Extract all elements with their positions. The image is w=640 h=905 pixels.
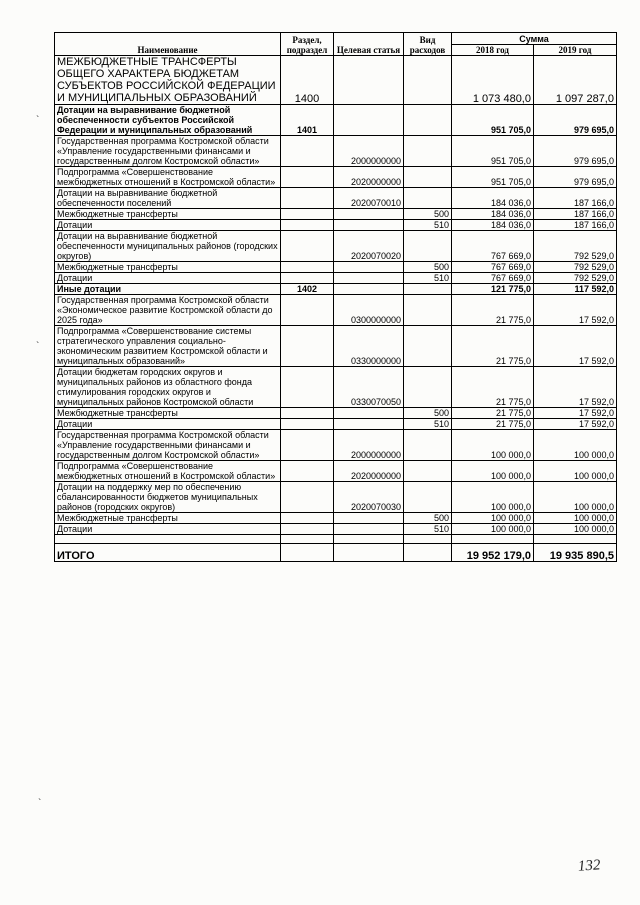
table-row (55, 524, 617, 535)
table-row (55, 513, 617, 524)
cell-name: Государственная программа Костромской области «Управление государственными финансами и государственным долгом Костромской области» (55, 430, 281, 461)
cell-target: 0330000000 (334, 326, 404, 367)
cell-target (334, 408, 404, 419)
cell-target: 0300000000 (334, 295, 404, 326)
cell-y2018: 100 000,0 (452, 524, 534, 535)
cell-kind (404, 136, 452, 167)
cell-y2019: 17 592,0 (534, 367, 617, 408)
header-name: Наименование (55, 33, 281, 56)
header-target: Целевая статья (334, 33, 404, 56)
cell-name: Дотации (55, 220, 281, 231)
cell-y2019: 979 695,0 (534, 136, 617, 167)
header-sum: Сумма (452, 33, 617, 45)
cell-name: Межбюджетные трансферты (55, 209, 281, 220)
cell-y2018: 100 000,0 (452, 461, 534, 482)
cell-y2018: 184 036,0 (452, 209, 534, 220)
margin-mark: ` (38, 798, 42, 809)
table-row (55, 167, 617, 188)
cell-target: 2020070030 (334, 482, 404, 513)
cell-section (281, 326, 334, 367)
table-row (55, 231, 617, 262)
cell-target (334, 56, 404, 105)
cell-target (334, 544, 404, 562)
cell-y2019: 792 529,0 (534, 231, 617, 262)
budget-table (54, 32, 617, 562)
total-row (55, 544, 617, 562)
cell-name: Дотации (55, 273, 281, 284)
cell-target (334, 220, 404, 231)
page-number: 132 (577, 857, 601, 875)
cell-y2019: 100 000,0 (534, 524, 617, 535)
cell-target: 2020070020 (334, 231, 404, 262)
cell-y2018: 1 073 480,0 (452, 56, 534, 105)
cell-target (334, 262, 404, 273)
cell-section: 1401 (281, 105, 334, 136)
cell-target: 2020000000 (334, 461, 404, 482)
cell-name: Межбюджетные трансферты (55, 513, 281, 524)
cell-y2019: 100 000,0 (534, 461, 617, 482)
cell-kind (404, 284, 452, 295)
cell-target (334, 273, 404, 284)
cell-y2019: 792 529,0 (534, 273, 617, 284)
cell-name: ИТОГО (55, 544, 281, 562)
cell-target (334, 209, 404, 220)
table-row (55, 430, 617, 461)
cell-name: Подпрограмма «Совершенствование системы стратегического управления социально-экономическим развитием Костромской области и муниципальных образований» (55, 326, 281, 367)
cell-kind: 500 (404, 209, 452, 220)
cell-y2019: 187 166,0 (534, 188, 617, 209)
cell-section: 1402 (281, 284, 334, 295)
table-row (55, 188, 617, 209)
cell-kind (404, 535, 452, 544)
cell-target: 2020000000 (334, 167, 404, 188)
cell-kind: 500 (404, 262, 452, 273)
cell-y2018: 767 669,0 (452, 262, 534, 273)
cell-section (281, 220, 334, 231)
cell-name: Межбюджетные трансферты (55, 408, 281, 419)
cell-kind (404, 482, 452, 513)
cell-kind (404, 430, 452, 461)
margin-mark: ` (36, 341, 40, 352)
cell-kind (404, 326, 452, 367)
cell-name: Дотации на выравнивание бюджетной обеспеченности поселений (55, 188, 281, 209)
cell-section (281, 544, 334, 562)
cell-section (281, 167, 334, 188)
cell-target: 2000000000 (334, 136, 404, 167)
cell-kind: 500 (404, 513, 452, 524)
cell-section (281, 188, 334, 209)
cell-y2018: 767 669,0 (452, 231, 534, 262)
cell-section (281, 136, 334, 167)
cell-target: 0330070050 (334, 367, 404, 408)
cell-name: Подпрограмма «Совершенствование межбюджетных отношений в Костромской области» (55, 461, 281, 482)
cell-y2019: 187 166,0 (534, 220, 617, 231)
cell-kind (404, 188, 452, 209)
cell-y2018: 184 036,0 (452, 220, 534, 231)
cell-y2018: 100 000,0 (452, 513, 534, 524)
header-kind: Вид расходов (404, 33, 452, 56)
cell-section (281, 430, 334, 461)
cell-kind (404, 231, 452, 262)
header-year-2019: 2019 год (534, 45, 617, 56)
cell-target (334, 524, 404, 535)
cell-section (281, 482, 334, 513)
cell-y2019: 17 592,0 (534, 295, 617, 326)
cell-y2018: 100 000,0 (452, 482, 534, 513)
table-row (55, 273, 617, 284)
table-row (55, 461, 617, 482)
cell-target (334, 105, 404, 136)
cell-section (281, 273, 334, 284)
cell-name: Государственная программа Костромской области «Экономическое развитие Костромской области до 2025 года» (55, 295, 281, 326)
cell-target (334, 284, 404, 295)
cell-target (334, 535, 404, 544)
table-row (55, 326, 617, 367)
table-row (55, 56, 617, 105)
cell-section (281, 367, 334, 408)
table-row (55, 535, 617, 544)
cell-kind: 510 (404, 524, 452, 535)
cell-section: 1400 (281, 56, 334, 105)
cell-name: МЕЖБЮДЖЕТНЫЕ ТРАНСФЕРТЫ ОБЩЕГО ХАРАКТЕРА БЮДЖЕТАМ СУБЪЕКТОВ РОССИЙСКОЙ ФЕДЕРАЦИИ И МУНИЦИПАЛЬНЫХ ОБРАЗОВАНИЙ (55, 56, 281, 105)
cell-kind (404, 295, 452, 326)
cell-y2019: 17 592,0 (534, 326, 617, 367)
table-row (55, 262, 617, 273)
cell-kind (404, 544, 452, 562)
cell-y2019: 100 000,0 (534, 482, 617, 513)
cell-name: Дотации (55, 419, 281, 430)
cell-y2018: 767 669,0 (452, 273, 534, 284)
cell-section (281, 295, 334, 326)
cell-name: Межбюджетные трансферты (55, 262, 281, 273)
table-row (55, 284, 617, 295)
cell-section (281, 231, 334, 262)
cell-y2018: 21 775,0 (452, 408, 534, 419)
cell-y2019: 187 166,0 (534, 209, 617, 220)
cell-name (55, 535, 281, 544)
cell-y2018: 21 775,0 (452, 419, 534, 430)
table-row (55, 367, 617, 408)
cell-section (281, 513, 334, 524)
table-row (55, 136, 617, 167)
cell-y2018: 19 952 179,0 (452, 544, 534, 562)
cell-section (281, 209, 334, 220)
header-section: Раздел, подраздел (281, 33, 334, 56)
table-row (55, 295, 617, 326)
cell-y2019: 17 592,0 (534, 419, 617, 430)
cell-y2018: 100 000,0 (452, 430, 534, 461)
table-row (55, 105, 617, 136)
table-row (55, 408, 617, 419)
cell-target (334, 513, 404, 524)
cell-y2019: 1 097 287,0 (534, 56, 617, 105)
cell-section (281, 461, 334, 482)
cell-name: Дотации на выравнивание бюджетной обеспеченности муниципальных районов (городских округов) (55, 231, 281, 262)
cell-y2018: 951 705,0 (452, 105, 534, 136)
cell-y2019: 19 935 890,5 (534, 544, 617, 562)
cell-y2019: 100 000,0 (534, 430, 617, 461)
cell-y2018: 951 705,0 (452, 136, 534, 167)
cell-y2018: 184 036,0 (452, 188, 534, 209)
margin-mark: ` (36, 115, 40, 126)
cell-name: Подпрограмма «Совершенствование межбюджетных отношений в Костромской области» (55, 167, 281, 188)
cell-y2018: 121 775,0 (452, 284, 534, 295)
cell-y2018: 21 775,0 (452, 295, 534, 326)
cell-y2018: 21 775,0 (452, 367, 534, 408)
table-row (55, 220, 617, 231)
cell-y2019 (534, 535, 617, 544)
cell-target (334, 419, 404, 430)
cell-kind (404, 105, 452, 136)
table-row (55, 209, 617, 220)
cell-y2019: 100 000,0 (534, 513, 617, 524)
cell-name: Дотации на поддержку мер по обеспечению сбалансированности бюджетов муниципальных районов (городских округов) (55, 482, 281, 513)
cell-section (281, 524, 334, 535)
cell-kind (404, 56, 452, 105)
cell-y2019: 792 529,0 (534, 262, 617, 273)
cell-name: Дотации на выравнивание бюджетной обеспеченности субъектов Российской Федерации и муниципальных образований (55, 105, 281, 136)
cell-kind: 500 (404, 408, 452, 419)
cell-target: 2000000000 (334, 430, 404, 461)
cell-kind (404, 461, 452, 482)
cell-name: Государственная программа Костромской области «Управление государственными финансами и государственным долгом Костромской области» (55, 136, 281, 167)
cell-section (281, 408, 334, 419)
cell-section (281, 262, 334, 273)
header-year-2018: 2018 год (452, 45, 534, 56)
cell-y2019: 979 695,0 (534, 167, 617, 188)
cell-y2019: 117 592,0 (534, 284, 617, 295)
cell-name: Дотации (55, 524, 281, 535)
cell-name: Иные дотации (55, 284, 281, 295)
cell-section (281, 419, 334, 430)
table-row (55, 419, 617, 430)
cell-kind (404, 367, 452, 408)
cell-y2019: 17 592,0 (534, 408, 617, 419)
cell-kind (404, 167, 452, 188)
cell-y2018 (452, 535, 534, 544)
cell-kind: 510 (404, 273, 452, 284)
table-row (55, 482, 617, 513)
cell-y2018: 951 705,0 (452, 167, 534, 188)
cell-kind: 510 (404, 220, 452, 231)
cell-y2019: 979 695,0 (534, 105, 617, 136)
cell-kind: 510 (404, 419, 452, 430)
cell-y2018: 21 775,0 (452, 326, 534, 367)
cell-section (281, 535, 334, 544)
cell-name: Дотации бюджетам городских округов и муниципальных районов из областного фонда стимулирования городских округов и муниципальных районов Костромской области (55, 367, 281, 408)
cell-target: 2020070010 (334, 188, 404, 209)
